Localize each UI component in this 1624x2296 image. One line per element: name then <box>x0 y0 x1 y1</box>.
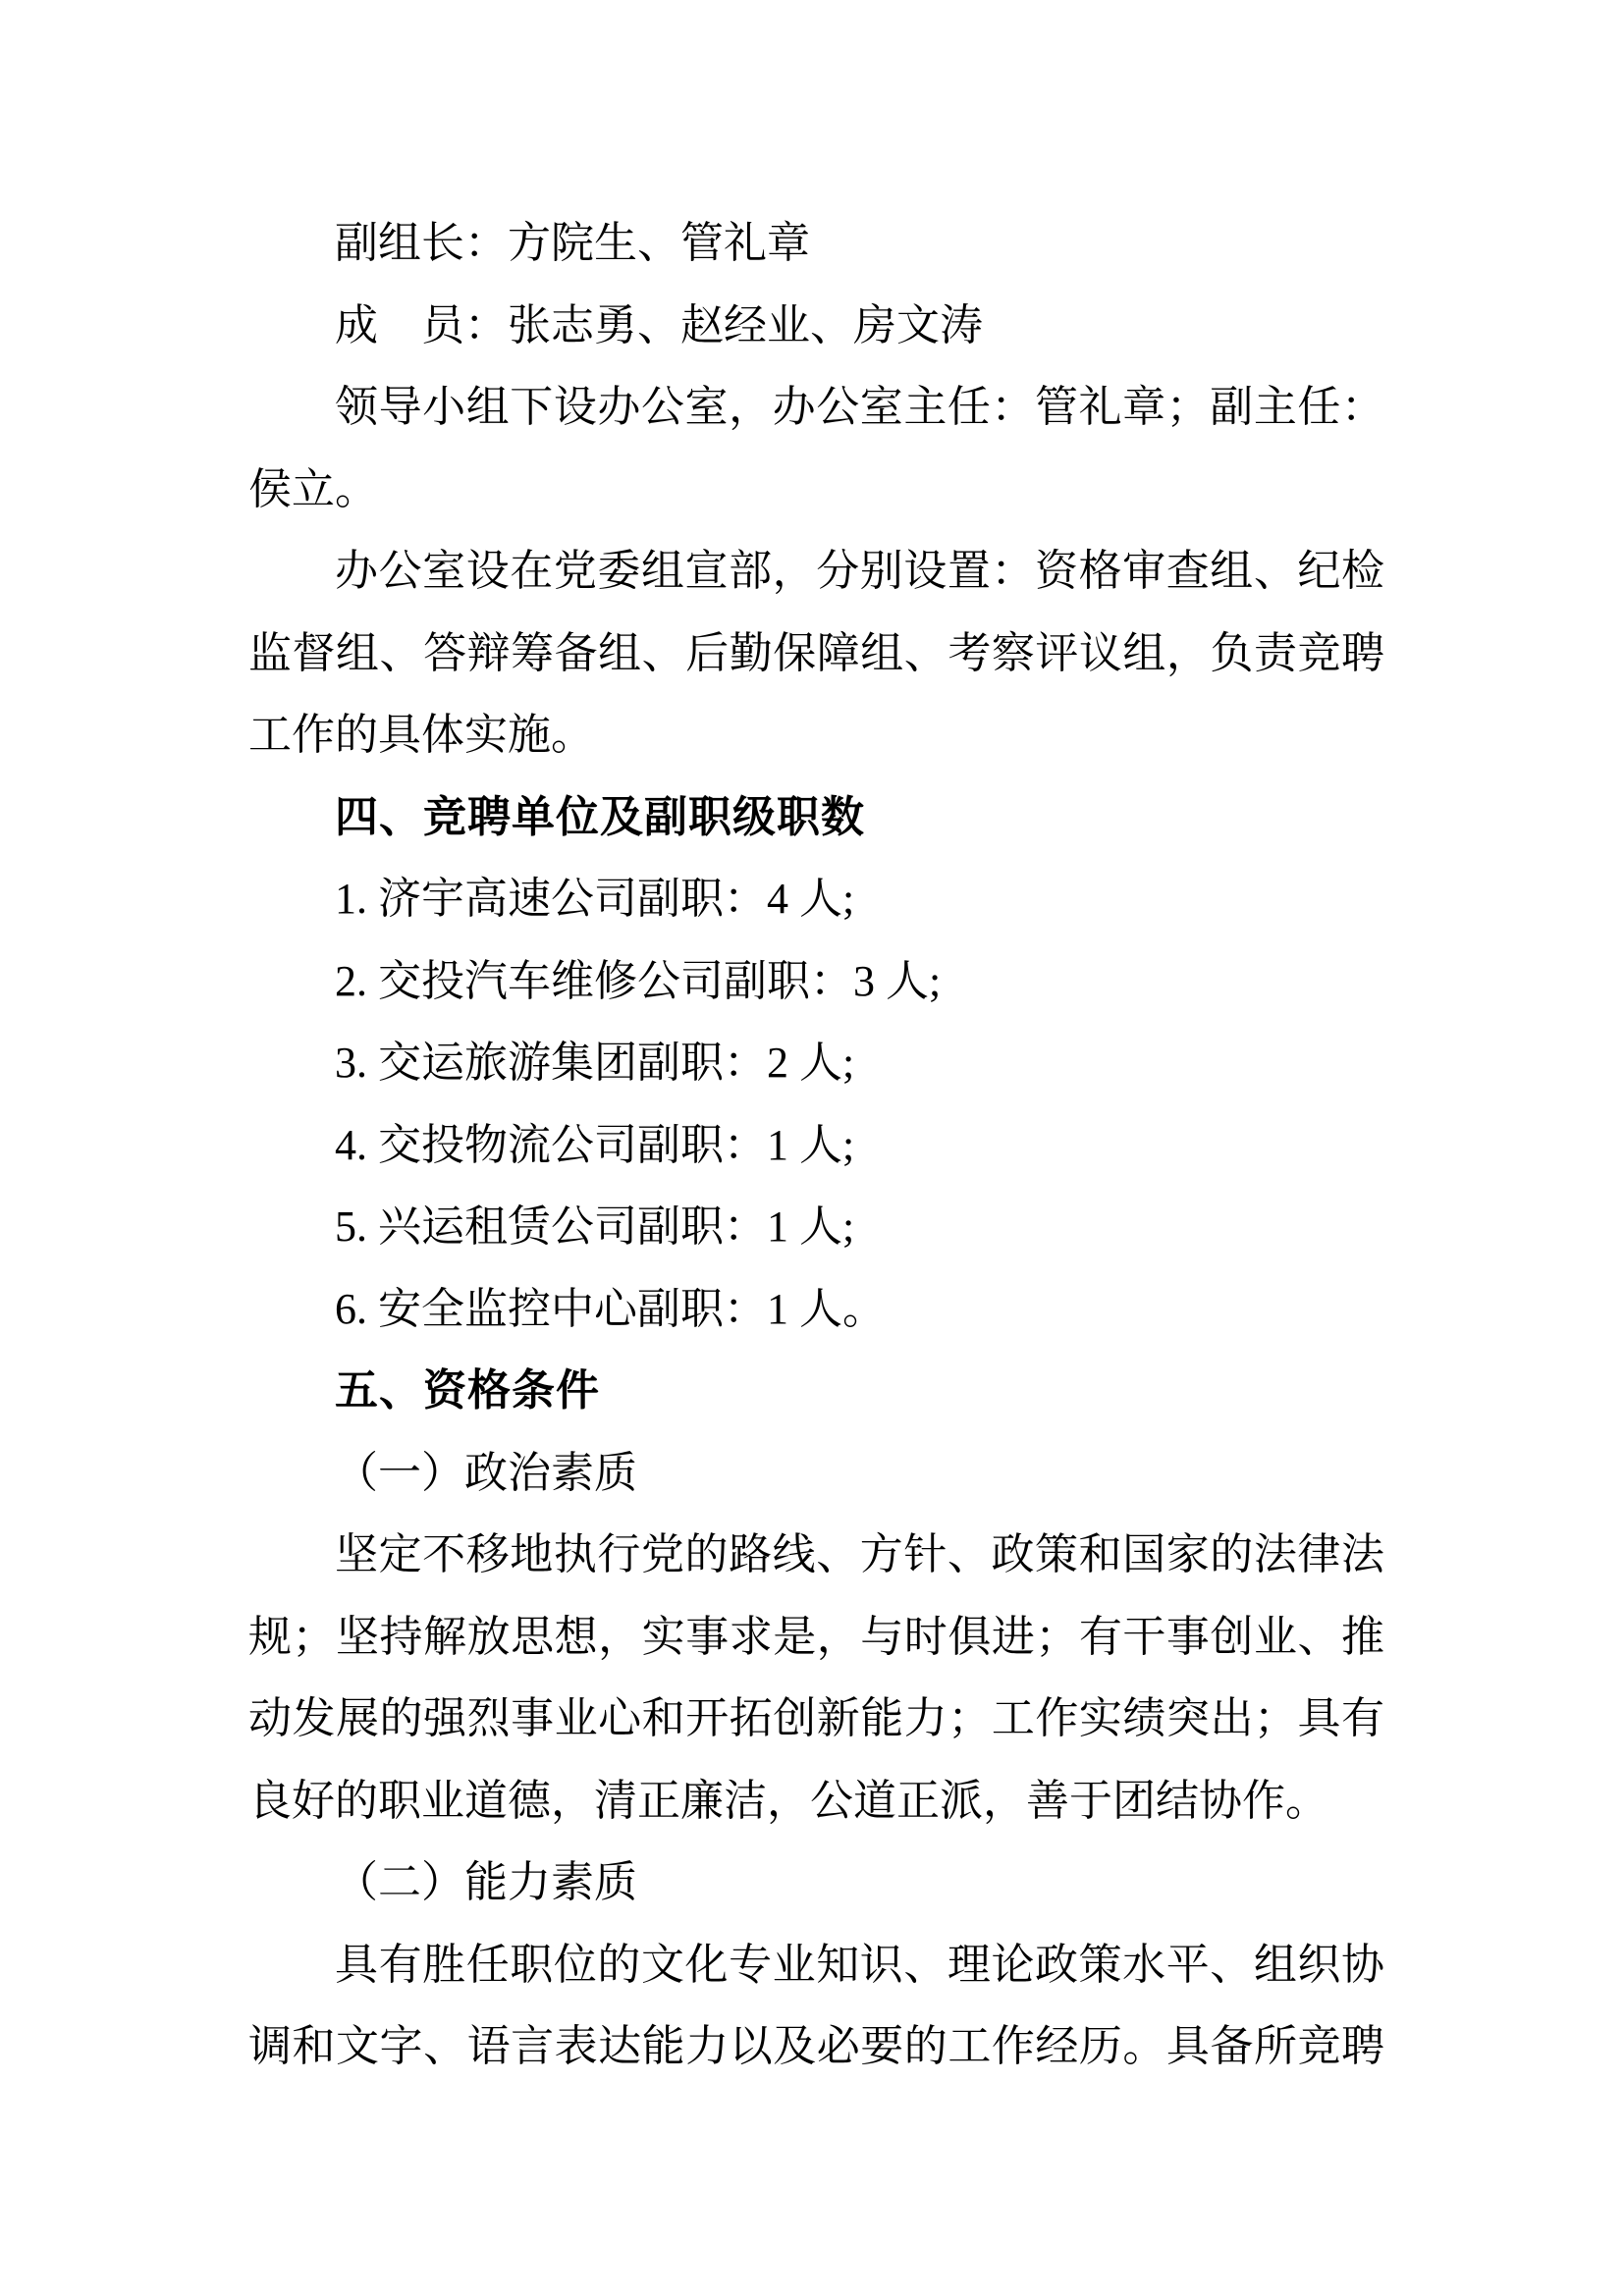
paragraph-deputy-group-leaders: 副组长：方院生、管礼章 <box>335 219 810 267</box>
paragraph-political-line-1: 坚定不移地执行党的路线、方针、政策和国家的法律法 <box>335 1530 1384 1578</box>
list-item-1: 1. 济宇高速公司副职：4 人; <box>335 875 855 923</box>
paragraph-ability-line-2: 调和文字、语言表达能力以及必要的工作经历。具备所竞聘 <box>248 2022 1384 2070</box>
subsection-heading-two: （二）能力素质 <box>335 1858 637 1906</box>
subsection-heading-one: （一）政治素质 <box>335 1448 637 1497</box>
document-text-block <box>248 202 1384 2088</box>
paragraph-political-line-3: 动发展的强烈事业心和开拓创新能力；工作实绩突出；具有 <box>248 1694 1384 1742</box>
section-heading-five: 五、资格条件 <box>335 1365 600 1415</box>
section-heading-four: 四、竞聘单位及副职级职数 <box>335 791 865 842</box>
list-item-4: 4. 交投物流公司副职：1 人; <box>335 1120 855 1169</box>
list-item-6: 6. 安全监控中心副职：1 人。 <box>335 1284 886 1333</box>
paragraph-office-lead-line-1: 领导小组下设办公室，办公室主任：管礼章；副主任： <box>335 383 1384 431</box>
list-item-3: 3. 交运旅游集团副职：2 人; <box>335 1039 855 1087</box>
paragraph-office-setup-line-1: 办公室设在党委组宣部，分别设置：资格审查组、纪检 <box>335 547 1384 595</box>
paragraph-political-line-2: 规；坚持解放思想，实事求是，与时俱进；有干事创业、推 <box>248 1612 1384 1661</box>
paragraph-political-line-4: 良好的职业道德，清正廉洁，公道正派，善于团结协作。 <box>248 1776 1328 1825</box>
paragraph-ability-line-1: 具有胜任职位的文化专业知识、理论政策水平、组织协 <box>335 1940 1384 1989</box>
paragraph-office-setup-line-3: 工作的具体实施。 <box>248 711 594 759</box>
paragraph-office-lead-line-2: 侯立。 <box>248 464 378 513</box>
paragraph-office-setup-line-2: 监督组、答辩筹备组、后勤保障组、考察评议组，负责竞聘 <box>248 628 1384 677</box>
paragraph-members: 成 员：张志勇、赵经业、房文涛 <box>335 300 983 349</box>
list-item-5: 5. 兴运租赁公司副职：1 人; <box>335 1202 855 1251</box>
list-item-2: 2. 交投汽车维修公司副职：3 人; <box>335 956 942 1005</box>
